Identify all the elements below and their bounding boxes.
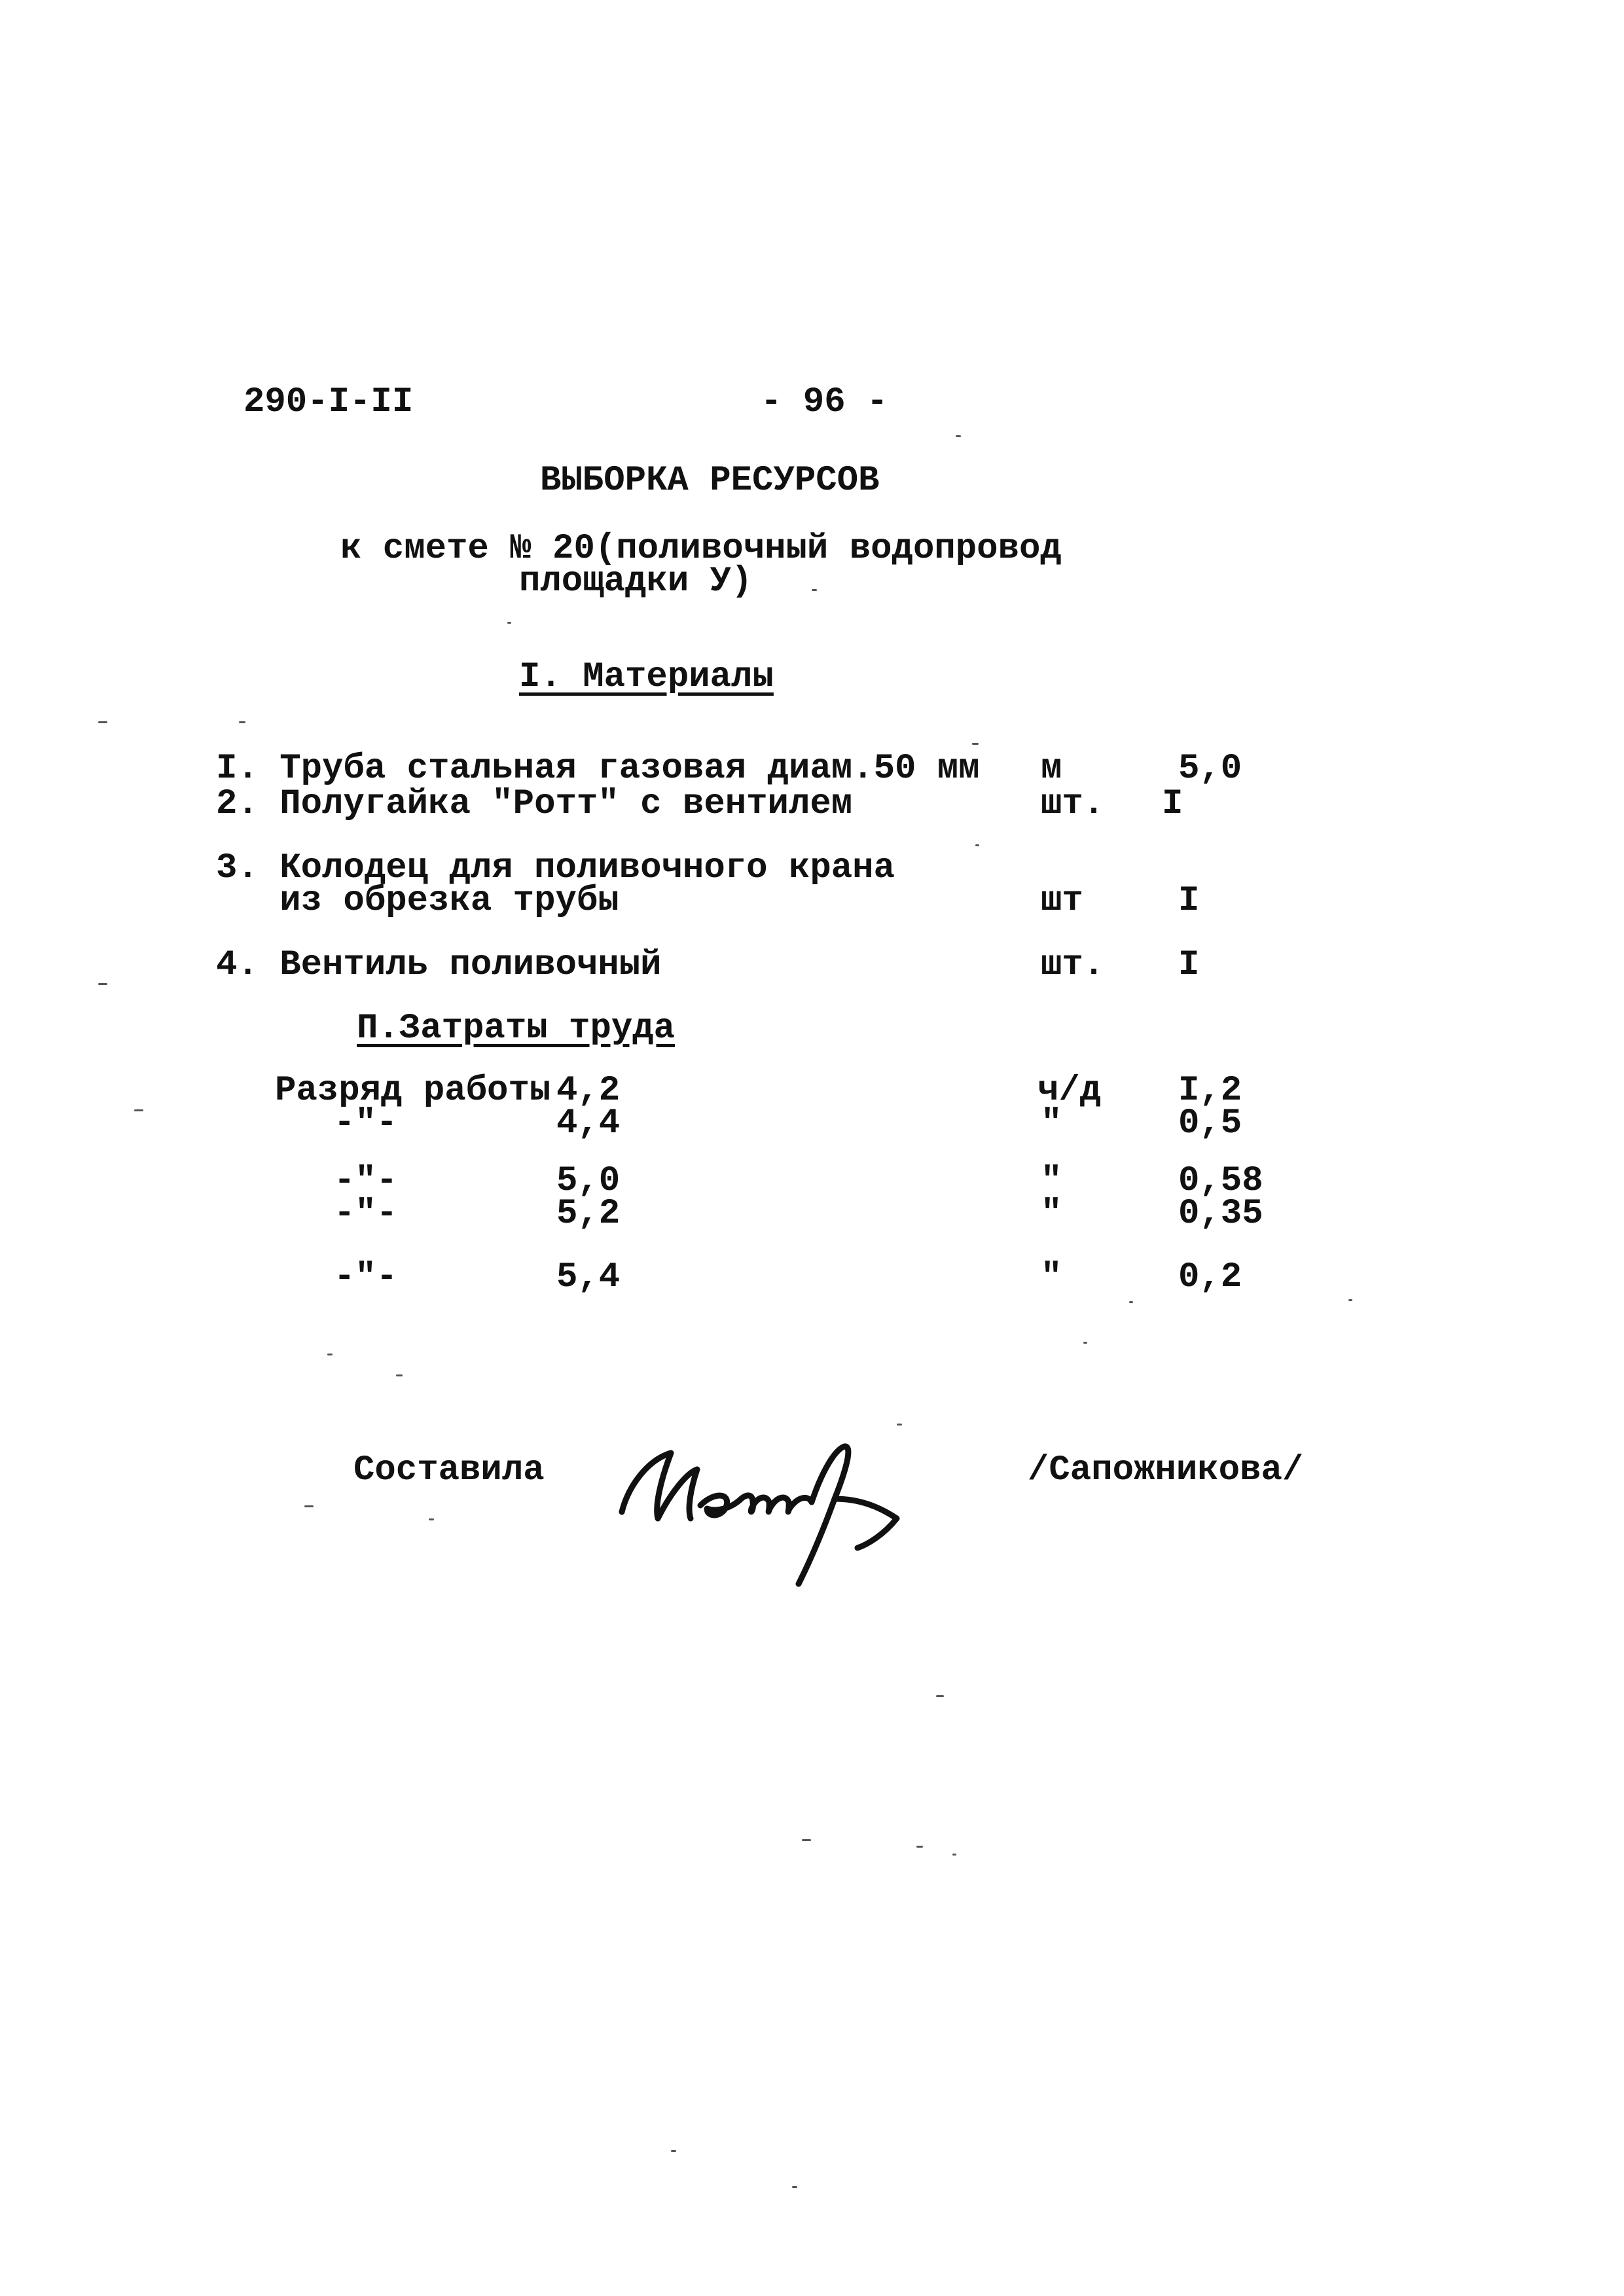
material-item-3-qty: I [1178,881,1200,921]
material-item-3-unit: шт [1041,881,1083,921]
scan-speck [802,1839,811,1841]
labor-row-label: Разряд работы [275,1071,551,1111]
document-code: 290-I-II [244,382,414,422]
scan-speck [1129,1301,1133,1303]
scan-speck [671,2150,676,2152]
labor-row-unit: " [1041,1194,1062,1234]
material-item-2: 2. Полугайка "Ротт" с вентилем [216,784,853,824]
material-item-1-unit: м [1041,749,1062,789]
compiled-by-label: Составила [353,1450,545,1490]
section-materials-heading: I. Материалы [519,657,774,697]
scan-speck [98,721,107,723]
labor-row-qty: I,2 [1178,1071,1242,1111]
labor-row-label: -"- [334,1257,398,1297]
scan-speck [239,721,245,723]
labor-row-qty: 0,5 [1178,1103,1242,1143]
scan-speck [975,844,979,846]
handwritten-signature [609,1414,949,1604]
material-item-4-qty: I [1178,945,1200,985]
material-item-1-qty: 5,0 [1178,749,1242,789]
material-item-2-qty: I [1162,784,1183,824]
labor-row-grade: 4,2 [556,1071,621,1111]
material-item-1: I. Труба стальная газовая диам.50 мм [216,749,980,789]
scan-speck [792,2186,797,2188]
scan-speck [972,743,979,745]
labor-row-qty: 0,58 [1178,1161,1263,1201]
labor-row-unit: " [1041,1103,1062,1143]
labor-row-label: -"- [334,1161,398,1201]
labor-row-label: -"- [334,1194,398,1234]
labor-row-unit: " [1041,1257,1062,1297]
labor-row-grade: 5,2 [556,1194,621,1234]
page-number: - 96 - [761,382,888,422]
scan-speck [936,1695,944,1697]
section-labor-heading: П.Затраты труда [357,1009,676,1049]
estimate-reference: к смете № 20(поливочный водопровод [340,529,1062,569]
scan-speck [98,983,107,985]
scan-speck [952,1854,956,1856]
scan-speck [134,1109,143,1111]
material-item-3-cont: из обрезка трубы [216,881,619,921]
labor-row-label: -"- [334,1103,398,1143]
scan-speck [396,1374,403,1376]
material-item-2-unit: шт. [1041,784,1105,824]
scan-speck [1348,1299,1352,1301]
scan-speck [429,1518,434,1520]
material-item-4-unit: шт. [1041,945,1105,985]
labor-row-grade: 4,4 [556,1103,621,1143]
labor-row-grade: 5,4 [556,1257,621,1297]
scan-speck [327,1354,333,1355]
scan-speck [507,622,511,624]
scan-speck [897,1424,902,1426]
scan-speck [1083,1342,1087,1344]
material-item-3: 3. Колодец для поливочного крана [216,848,895,888]
scan-speck [304,1505,314,1507]
scan-speck [956,435,961,437]
labor-row-qty: 0,35 [1178,1194,1263,1234]
labor-row-grade: 5,0 [556,1161,621,1201]
labor-row-qty: 0,2 [1178,1257,1242,1297]
document-title: ВЫБОРКА РЕСУРСОВ [540,461,880,501]
compiler-name: /Сапожникова/ [1028,1450,1304,1490]
estimate-reference-cont: площадки У) [519,562,753,601]
material-item-4: 4. Вентиль поливочный [216,945,662,985]
scan-speck [916,1846,923,1848]
labor-row-unit: " [1041,1161,1062,1201]
labor-row-unit: ч/д [1038,1071,1102,1111]
scan-speck [812,589,817,591]
